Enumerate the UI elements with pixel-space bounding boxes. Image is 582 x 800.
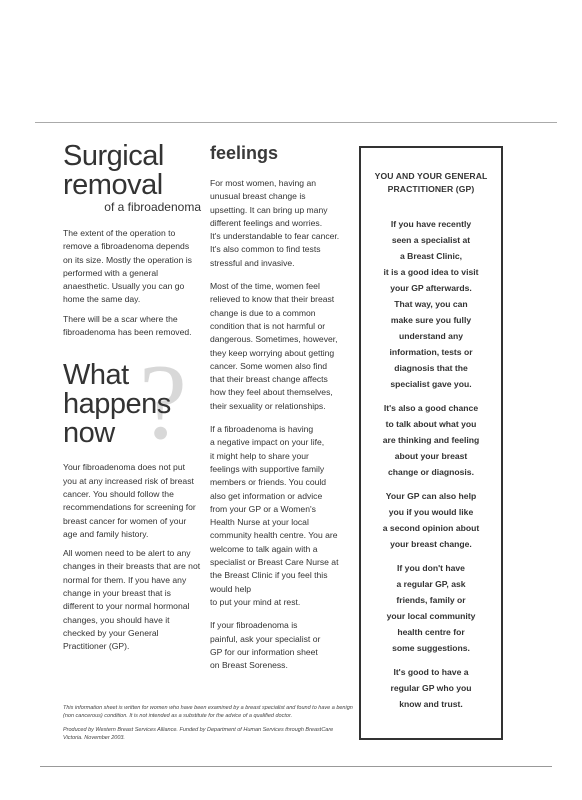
text-line: regular GP who you <box>390 683 472 693</box>
paragraph <box>210 177 348 270</box>
text-line: different feelings and worries. <box>210 217 323 228</box>
feelings-heading: feelings <box>210 143 279 163</box>
text-line: some suggestions. <box>392 643 470 653</box>
text-line: condition that is not harmful or <box>210 320 326 331</box>
text-line: they keep worrying about getting <box>210 347 335 358</box>
text-line: seen a specialist at <box>391 235 471 245</box>
middle-column <box>210 142 348 682</box>
text-line: It's also common to find tests <box>210 244 321 255</box>
text-line: Most of the time, women feel <box>210 281 320 292</box>
text-line: unusual breast change is <box>210 191 306 202</box>
text-line: about your breast <box>394 451 468 461</box>
text-line: It's understandable to fear cancer. <box>210 231 340 242</box>
paragraph: There will be a scar where the fibroadenoma has been removed. <box>63 313 192 338</box>
text-line: change or diagnosis. <box>388 467 474 477</box>
text-line: friends, family or <box>396 595 466 605</box>
what-happens-now-heading <box>63 361 201 448</box>
paragraph <box>365 216 497 392</box>
paragraph <box>210 280 348 413</box>
text-line: also get information or advice <box>210 490 323 501</box>
feelings-body <box>210 177 348 672</box>
text-line: a Breast Clinic, <box>399 251 463 261</box>
text-line: stressful and invasive. <box>210 257 295 268</box>
text-line: If a fibroadenoma is having <box>210 424 314 435</box>
heading-line: now <box>63 417 115 450</box>
text-line: make sure you fully <box>390 315 472 325</box>
paragraph <box>365 560 497 656</box>
text-line: For most women, having an <box>210 178 317 188</box>
text-line: a regular GP, ask <box>396 579 466 589</box>
text-line: If you don't have <box>397 563 465 573</box>
text-line: are thinking and feeling <box>382 435 480 445</box>
text-line: upsetting. It can bring up many <box>210 204 328 215</box>
text-line: from your GP or a Women's <box>210 503 316 514</box>
question-mark-graphic: ? <box>139 343 187 463</box>
text-line: painful, ask your specialist or <box>210 633 321 644</box>
heading-line: Surgical <box>63 140 164 172</box>
text-line: your breast change. <box>390 539 472 549</box>
text-line: their sexuality or relationships. <box>210 400 326 411</box>
text-line: a second opinion about <box>382 523 480 533</box>
text-line: specialist or Breast Care Nurse at <box>210 557 339 568</box>
heading-line: removal <box>63 169 163 201</box>
text-line: it is a good idea to visit <box>383 267 479 277</box>
text-line: community health centre. You are <box>210 530 338 541</box>
text-line: how they feel about themselves, <box>210 387 333 398</box>
paragraph <box>365 664 497 712</box>
what-happens-now-block <box>63 343 201 463</box>
text-line: feelings with supportive family <box>210 463 325 474</box>
paragraph <box>365 488 497 552</box>
text-line: It's good to have a <box>393 667 469 677</box>
paragraph: Your fibroadenoma does not put you at any increased risk of breast cancer. You should follow the recommendations for screening for breast cancer for women of your age and family history. <box>63 462 196 539</box>
gp-box-body <box>365 216 497 712</box>
text-line: a negative impact on your life, <box>210 437 325 448</box>
text-line: That way, you can <box>394 299 468 309</box>
text-line: that their breast change affects <box>210 374 328 385</box>
text-line: understand any <box>399 331 463 341</box>
left-column <box>63 142 201 660</box>
text-line: diagnosis that the <box>394 363 468 373</box>
text-line: dangerous. Sometimes, however, <box>210 334 338 345</box>
surgical-removal-heading <box>63 142 201 200</box>
text-line: it might help to share your <box>210 450 309 461</box>
text-line: you if you would like <box>388 507 474 517</box>
text-line: cancer. Some women also find <box>210 360 328 371</box>
paragraph <box>210 423 348 609</box>
text-line: welcome to talk again with a <box>210 543 318 554</box>
heading-line: What <box>63 359 129 392</box>
title-line: YOU AND YOUR GENERAL <box>374 171 488 181</box>
paragraph <box>210 619 348 672</box>
disclaimer-text: This information sheet is written for women who have been examined by a breast specialist and found to have a benign (non cancerous) condition. It is not intended as a substitute for the advice of a qualified doctor. <box>63 705 353 719</box>
text-line: If you have recently <box>390 219 472 229</box>
text-line: Your GP can also help <box>385 491 477 501</box>
production-credit: Produced by Western Breast Services Alliance. Funded by Department of Human Services through BreastCare Victoria. November 2003. <box>63 727 334 741</box>
paragraph: The extent of the operation to remove a fibroadenoma depends on its size. Mostly the operation is performed with a general anaesthetic. Usually you can go home the same day. <box>63 228 192 305</box>
bottom-rule <box>40 766 552 767</box>
text-line: the Breast Clinic if you feel this <box>210 570 328 581</box>
gp-info-box <box>359 146 503 740</box>
text-line: If your fibroadenoma is <box>210 620 298 631</box>
title-line: PRACTITIONER (GP) <box>387 184 475 194</box>
paragraph: All women need to be alert to any changes in their breasts that are not normal for them. If you have any change in your breast that is different to your normal hormonal changes, you should have it checked by your General Practitioner (GP). <box>63 548 201 652</box>
left-column-lower <box>63 461 201 653</box>
surgical-removal-subheading: of a fibroadenoma <box>104 200 201 214</box>
text-line: health centre for <box>397 627 465 637</box>
text-line: members or friends. You could <box>210 477 327 488</box>
text-line: GP for our information sheet <box>210 646 318 657</box>
text-line: your GP afterwards. <box>390 283 472 293</box>
top-rule <box>35 122 557 123</box>
paragraph <box>365 400 497 480</box>
text-line: information, tests or <box>389 347 473 357</box>
text-line: your local community <box>386 611 476 621</box>
text-line: specialist gave you. <box>390 379 472 389</box>
footnote <box>63 704 353 748</box>
text-line: would help <box>210 583 252 594</box>
text-line: to talk about what you <box>385 419 477 429</box>
text-line: to put your mind at rest. <box>210 596 301 607</box>
text-line: know and trust. <box>399 699 463 709</box>
text-line: It's also a good chance <box>383 403 479 413</box>
text-line: change is due to a common <box>210 307 316 318</box>
text-line: Health Nurse at your local <box>210 517 309 528</box>
text-line: on Breast Soreness. <box>210 660 288 671</box>
gp-box-title <box>365 170 497 196</box>
text-line: relieved to know that their breast <box>210 294 335 305</box>
heading-line: happens <box>63 388 171 421</box>
